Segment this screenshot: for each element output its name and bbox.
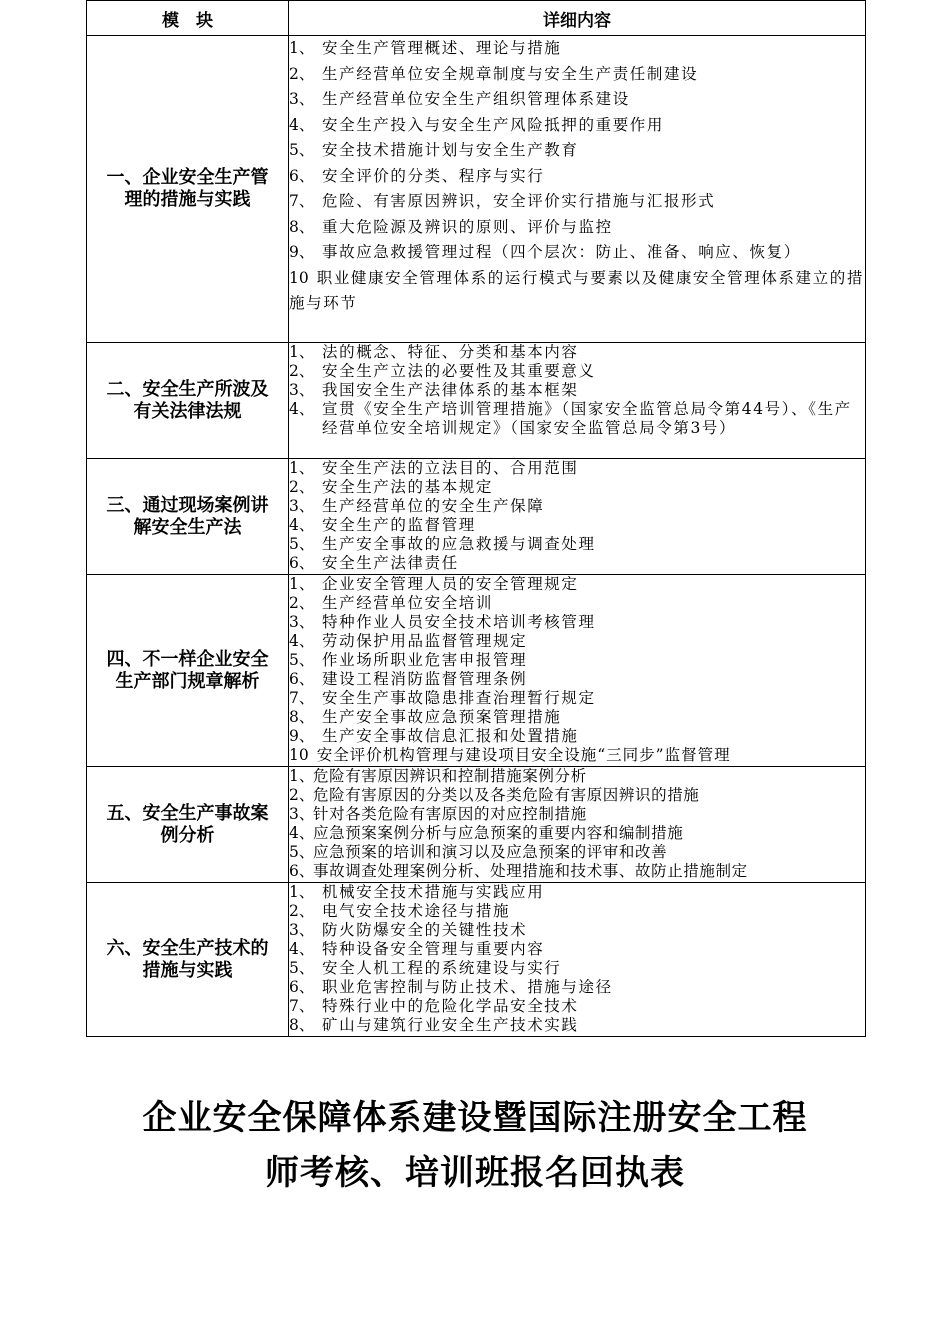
item-number: 2、 <box>289 64 315 83</box>
module-name: 一、企业安全生产管理的措施与实践 <box>106 167 269 210</box>
module-cell <box>87 343 289 459</box>
item-number: 3、 <box>289 381 315 399</box>
item-number: 6、 <box>289 862 315 880</box>
item-number: 3、 <box>289 613 315 631</box>
item-number: 9、 <box>289 243 315 261</box>
detail-column-header: 详细内容 <box>289 1 866 36</box>
detail-cell <box>289 767 866 883</box>
item-text: 安全技术措施计划与安全生产教育 <box>322 141 579 159</box>
item-text: 安全生产的监督管理 <box>322 516 476 534</box>
item-number: 2、 <box>289 594 315 612</box>
item-number: 1、 <box>289 575 315 593</box>
list-item <box>289 883 865 902</box>
list-item <box>289 940 865 959</box>
item-number: 7、 <box>289 192 315 210</box>
list-item <box>289 708 865 727</box>
item-text: 我国安全生产法律体系的基本框架 <box>322 381 579 399</box>
detail-list <box>289 883 865 1035</box>
list-item <box>289 632 865 651</box>
list-item <box>289 189 865 215</box>
item-text: 事故应急救援管理过程（四个层次：防止、准备、响应、恢复） <box>322 243 801 261</box>
list-item <box>289 215 865 241</box>
list-item <box>289 362 865 381</box>
table-header-row <box>87 1 866 36</box>
detail-list <box>289 767 865 881</box>
detail-cell <box>289 36 866 343</box>
item-text: 作业场所职业危害申报管理 <box>322 651 528 669</box>
detail-cell <box>289 575 866 767</box>
list-item <box>289 805 865 824</box>
list-item <box>289 689 865 708</box>
item-number: 8、 <box>289 1016 315 1034</box>
item-number: 1、 <box>289 343 315 361</box>
item-number: 10 <box>289 268 309 287</box>
list-item <box>289 670 865 689</box>
item-text: 机械安全技术措施与实践应用 <box>322 883 545 901</box>
list-item <box>289 400 865 438</box>
item-text: 生产安全事故应急预案管理措施 <box>322 708 562 726</box>
item-number: 3、 <box>289 921 315 939</box>
module-name: 二、安全生产所波及有关法律法规 <box>106 378 269 422</box>
detail-cell <box>289 459 866 575</box>
item-number: 4、 <box>289 516 315 534</box>
module-name: 五、安全生产事故案例分析 <box>106 802 269 846</box>
item-text: 安全生产投入与安全生产风险抵押的重要作用 <box>322 115 665 134</box>
list-item <box>289 786 865 805</box>
item-number: 2、 <box>289 362 315 380</box>
list-item <box>289 767 865 786</box>
table-row <box>87 459 866 575</box>
list-item <box>289 266 865 317</box>
item-text: 安全生产事故隐患排查治理暂行规定 <box>322 689 596 707</box>
module-cell <box>87 575 289 767</box>
item-number: 9、 <box>289 727 315 745</box>
module-cell <box>87 767 289 883</box>
item-number: 4、 <box>289 824 315 842</box>
detail-list <box>289 459 865 573</box>
item-text: 防火防爆安全的关键性技术 <box>322 921 528 939</box>
item-number: 4、 <box>289 115 315 134</box>
item-number: 8、 <box>289 708 315 726</box>
item-text: 生产经营单位的安全生产保障 <box>322 497 545 515</box>
item-text: 生产经营单位安全生产组织管理体系建设 <box>322 90 630 108</box>
list-item <box>289 478 865 497</box>
list-item <box>289 62 865 88</box>
list-item <box>289 921 865 940</box>
list-item <box>289 843 865 862</box>
item-number: 1、 <box>289 883 315 901</box>
item-number: 10 <box>289 746 309 764</box>
item-number: 5、 <box>289 843 315 861</box>
list-item <box>289 554 865 573</box>
detail-list <box>289 36 865 317</box>
item-text: 安全生产法的立法目的、合用范围 <box>322 459 579 477</box>
list-item <box>289 535 865 554</box>
list-item <box>289 240 865 266</box>
item-number: 6、 <box>289 670 315 688</box>
table-row <box>87 883 866 1037</box>
detail-list <box>289 575 865 765</box>
list-item <box>289 113 865 139</box>
list-item <box>289 824 865 843</box>
module-name: 三、通过现场案例讲解安全生产法 <box>106 494 269 538</box>
item-number: 5、 <box>289 651 315 669</box>
item-text: 安全生产立法的必要性及其重要意义 <box>322 362 596 380</box>
list-item <box>289 459 865 478</box>
item-text: 危险有害原因的分类以及各类危险有害原因辨识的措施 <box>313 786 700 804</box>
item-text: 生产安全事故信息汇报和处置措施 <box>322 727 579 745</box>
form-title-line-1: 企业安全保障体系建设暨国际注册安全工程 <box>142 1098 808 1138</box>
item-text: 安全生产法律责任 <box>322 554 459 572</box>
item-text: 企业安全管理人员的安全管理规定 <box>322 575 579 593</box>
course-content-table <box>86 0 866 1037</box>
item-text: 建设工程消防监督管理条例 <box>322 670 528 688</box>
item-text: 职业危害控制与防止技术、措施与途径 <box>322 978 613 996</box>
item-number: 3、 <box>289 805 315 823</box>
module-cell <box>87 36 289 343</box>
item-text: 应急预案案例分析与应急预案的重要内容和编制措施 <box>313 824 684 842</box>
item-number: 3、 <box>289 90 315 108</box>
item-number: 8、 <box>289 217 315 236</box>
item-text: 危险有害原因辨识和控制措施案例分析 <box>313 767 587 785</box>
item-text: 特种设备安全管理与重要内容 <box>322 940 545 958</box>
table-row <box>87 36 866 343</box>
list-item <box>289 1016 865 1035</box>
item-number: 3、 <box>289 497 315 515</box>
item-text: 安全人机工程的系统建设与实行 <box>322 959 562 977</box>
item-text: 矿山与建筑行业安全生产技术实践 <box>322 1016 579 1034</box>
module-cell <box>87 459 289 575</box>
item-text: 电气安全技术途径与措施 <box>322 902 511 920</box>
item-text: 法的概念、特征、分类和基本内容 <box>322 343 579 361</box>
item-number: 6、 <box>289 554 315 572</box>
list-item <box>289 862 865 881</box>
item-number: 7、 <box>289 997 315 1015</box>
detail-list <box>289 343 865 438</box>
item-text: 安全生产管理概述、理论与措施 <box>322 39 562 57</box>
item-number: 7、 <box>289 689 315 707</box>
item-number: 5、 <box>289 535 315 553</box>
item-number: 2、 <box>289 786 315 804</box>
module-name: 六、安全生产技术的措施与实践 <box>106 937 269 981</box>
detail-cell <box>289 343 866 459</box>
item-text: 事故调查处理案例分析、处理措施和技术事、故防止措施制定 <box>313 862 748 880</box>
item-number: 6、 <box>289 978 315 996</box>
item-text: 重大危险源及辨识的原则、评价与监控 <box>322 217 613 236</box>
list-item <box>289 651 865 670</box>
item-text: 安全生产法的基本规定 <box>322 478 494 496</box>
item-text: 职业健康安全管理体系的运行模式与要素以及健康安全管理体系建立的措施与环节 <box>289 268 864 312</box>
module-cell <box>87 883 289 1037</box>
item-number: 4、 <box>289 940 315 958</box>
item-text: 特种作业人员安全技术培训考核管理 <box>322 613 596 631</box>
item-text: 特殊行业中的危险化学品安全技术 <box>322 997 579 1015</box>
list-item <box>289 575 865 594</box>
list-item <box>289 381 865 400</box>
module-column-header: 模 块 <box>87 1 289 36</box>
list-item <box>289 138 865 164</box>
form-title-line-2: 师考核、培训班报名回执表 <box>265 1153 685 1193</box>
list-item <box>289 343 865 362</box>
item-text: 危险、有害原因辨识，安全评价实行措施与汇报形式 <box>322 192 716 210</box>
list-item <box>289 727 865 746</box>
item-number: 1、 <box>289 459 315 477</box>
item-text: 应急预案的培训和演习以及应急预案的评审和改善 <box>313 843 668 861</box>
detail-cell <box>289 883 866 1037</box>
list-item <box>289 87 865 113</box>
table-row <box>87 343 866 459</box>
item-number: 1、 <box>289 39 315 57</box>
item-text: 生产安全事故的应急救援与调查处理 <box>322 535 596 553</box>
list-item <box>289 516 865 535</box>
item-number: 4、 <box>289 400 315 418</box>
list-item <box>289 978 865 997</box>
item-number: 5、 <box>289 959 315 977</box>
item-text: 生产经营单位安全培训 <box>322 594 494 612</box>
list-item <box>289 497 865 516</box>
list-item <box>289 959 865 978</box>
list-item <box>289 746 865 765</box>
item-number: 2、 <box>289 902 315 920</box>
item-text: 劳动保护用品监督管理规定 <box>322 632 528 650</box>
item-text: 生产经营单位安全规章制度与安全生产责任制建设 <box>322 64 699 83</box>
list-item <box>289 594 865 613</box>
item-number: 1、 <box>289 767 315 785</box>
item-number: 5、 <box>289 141 315 159</box>
list-item <box>289 902 865 921</box>
table-row <box>87 575 866 767</box>
item-number: 6、 <box>289 166 315 185</box>
table-row <box>87 767 866 883</box>
item-text: 安全评价机构管理与建设项目安全设施“三同步”监督管理 <box>316 746 731 764</box>
item-text: 宣贯《安全生产培训管理措施》（国家安全监管总局令第44号）、《生产经营单位安全培训规定》（国家安全监管总局令第3号） <box>322 400 852 437</box>
list-item <box>289 164 865 190</box>
item-number: 2、 <box>289 478 315 496</box>
list-item <box>289 36 865 62</box>
module-name: 四、不一样企业安全生产部门规章解析 <box>106 648 269 692</box>
item-text: 针对各类危险有害原因的对应控制措施 <box>313 805 587 823</box>
item-text: 安全评价的分类、程序与实行 <box>322 166 545 185</box>
item-number: 4、 <box>289 632 315 650</box>
list-item <box>289 613 865 632</box>
list-item <box>289 997 865 1016</box>
